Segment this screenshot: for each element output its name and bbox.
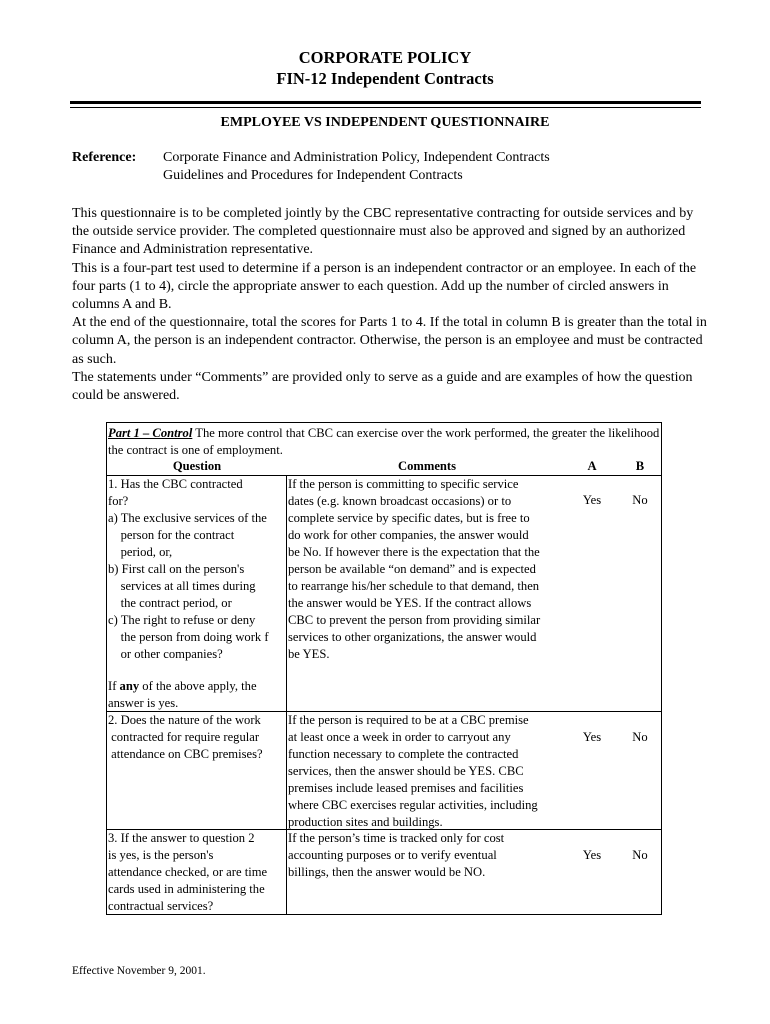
question-1 bbox=[108, 476, 286, 663]
question-line: services at all times during bbox=[108, 579, 256, 593]
question-line: 1. Has the CBC contracted bbox=[108, 477, 243, 491]
comment-line: dates (e.g. known broadcast occasions) or to bbox=[288, 494, 512, 508]
column-header-a: A bbox=[587, 459, 597, 473]
question-line: for? bbox=[108, 494, 129, 508]
comment-2 bbox=[288, 712, 566, 831]
comment-line: where CBC exercises regular activities, including bbox=[288, 798, 538, 812]
question-3 bbox=[108, 830, 286, 915]
policy-title: FIN-12 Independent Contracts bbox=[276, 69, 494, 88]
answer-a-2[interactable]: Yes bbox=[582, 730, 602, 744]
comment-3 bbox=[288, 830, 566, 881]
part-description: The more control that CBC can exercise over the work performed, the greater the likelihood the contract is one of employment. bbox=[108, 426, 660, 457]
comment-line: person be available “on demand” and is expected bbox=[288, 562, 536, 576]
instruction-paragraph: At the end of the questionnaire, total the scores for Parts 1 to 4. If the total in column B is greater than the total in column A, the person is an independent contractor. Otherwise, the person is an employee and must be contracted as such. bbox=[72, 315, 707, 367]
comment-line: function necessary to complete the contracted bbox=[288, 747, 519, 761]
column-header-b: B bbox=[635, 459, 645, 473]
question-line: attendance checked, or are time bbox=[108, 865, 268, 879]
document-title: CORPORATE POLICY bbox=[298, 48, 472, 67]
question-2 bbox=[108, 712, 286, 763]
comment-line: the answer would be YES. If the contract allows bbox=[288, 596, 532, 610]
answer-b-2[interactable]: No bbox=[632, 730, 648, 744]
answer-a-1[interactable]: Yes bbox=[582, 493, 602, 507]
comment-line: services, then the answer should be YES. CBC bbox=[288, 764, 524, 778]
question-line: or other companies? bbox=[108, 647, 223, 661]
answer-b-3[interactable]: No bbox=[632, 848, 648, 862]
effective-date: Effective November 9, 2001. bbox=[72, 965, 206, 977]
column-header-question: Question bbox=[172, 459, 222, 473]
question-line: the person from doing work f bbox=[108, 630, 269, 644]
instructions bbox=[72, 205, 707, 405]
question-line: is yes, is the person's bbox=[108, 848, 214, 862]
note-prefix: If bbox=[108, 679, 120, 693]
question-line: 2. Does the nature of the work bbox=[108, 713, 261, 727]
questionnaire-title: EMPLOYEE VS INDEPENDENT QUESTIONNAIRE bbox=[220, 115, 550, 130]
question-line: contracted for require regular bbox=[108, 730, 260, 744]
comment-line: do work for other companies, the answer would bbox=[288, 528, 529, 542]
reference-line-1: Corporate Finance and Administration Policy, Independent Contracts bbox=[163, 150, 550, 165]
comment-line: CBC to prevent the person from providing similar bbox=[288, 613, 541, 627]
question-line: cards used in administering the bbox=[108, 882, 265, 896]
part-title: Part 1 – Control bbox=[108, 426, 193, 440]
comment-line: at least once a week in order to carryout any bbox=[288, 730, 511, 744]
comment-line: to rearrange his/her schedule to that demand, then bbox=[288, 579, 540, 593]
question-line: 3. If the answer to question 2 bbox=[108, 831, 255, 845]
comment-line: billings, then the answer would be NO. bbox=[288, 865, 486, 879]
comment-line: be YES. bbox=[288, 647, 330, 661]
question-line: attendance on CBC premises? bbox=[108, 747, 263, 761]
comment-1 bbox=[288, 476, 566, 663]
note-line: answer is yes. bbox=[108, 696, 179, 710]
note-suffix: of the above apply, the bbox=[139, 679, 257, 693]
table-rule bbox=[286, 475, 287, 915]
reference-line-2: Guidelines and Procedures for Independent Contracts bbox=[163, 168, 463, 183]
comment-line: premises include leased premises and facilities bbox=[288, 781, 524, 795]
part-intro bbox=[108, 425, 660, 459]
question-line: b) First call on the person's bbox=[108, 562, 245, 576]
question-line: a) The exclusive services of the bbox=[108, 511, 267, 525]
question-line: period, or, bbox=[108, 545, 173, 559]
comment-line: If the person is committing to specific service bbox=[288, 477, 519, 491]
answer-b-1[interactable]: No bbox=[632, 493, 648, 507]
comment-line: If the person’s time is tracked only for cost bbox=[288, 831, 505, 845]
header-rule-thick bbox=[70, 101, 701, 104]
question-line: c) The right to refuse or deny bbox=[108, 613, 256, 627]
note-emphasis: any bbox=[119, 679, 140, 693]
comment-line: services to other organizations, the answer would bbox=[288, 630, 537, 644]
instruction-paragraph: This is a four-part test used to determine if a person is an independent contractor or an employee. In each of the four parts (1 to 4), circle the appropriate answer to each question. Add up the number of circled answers in columns A and B. bbox=[72, 260, 697, 313]
reference-label: Reference: bbox=[72, 150, 137, 165]
question-line: the contract period, or bbox=[108, 596, 232, 610]
instruction-paragraph: This questionnaire is to be completed jointly by the CBC representative contracting for outside services and by the outside service provider. The completed questionnaire must also be approved and signed by an authorized Finance and Administration representative. bbox=[72, 206, 694, 258]
question-line: contractual services? bbox=[108, 899, 214, 913]
comment-line: accounting purposes or to verify eventual bbox=[288, 848, 497, 862]
comment-line: be No. If however there is the expectation that the bbox=[288, 545, 540, 559]
question-line: person for the contract bbox=[108, 528, 235, 542]
comment-line: production sites and buildings. bbox=[288, 815, 443, 829]
comment-line: If the person is required to be at a CBC premise bbox=[288, 713, 529, 727]
column-header-comments: Comments bbox=[397, 459, 457, 473]
instruction-paragraph: The statements under “Comments” are provided only to serve as a guide and are examples of how the question could be answered. bbox=[72, 369, 693, 404]
answer-a-3[interactable]: Yes bbox=[582, 848, 602, 862]
comment-line: complete service by specific dates, but is free to bbox=[288, 511, 530, 525]
header-rule-thin bbox=[70, 107, 701, 108]
question-1-note bbox=[108, 678, 257, 712]
